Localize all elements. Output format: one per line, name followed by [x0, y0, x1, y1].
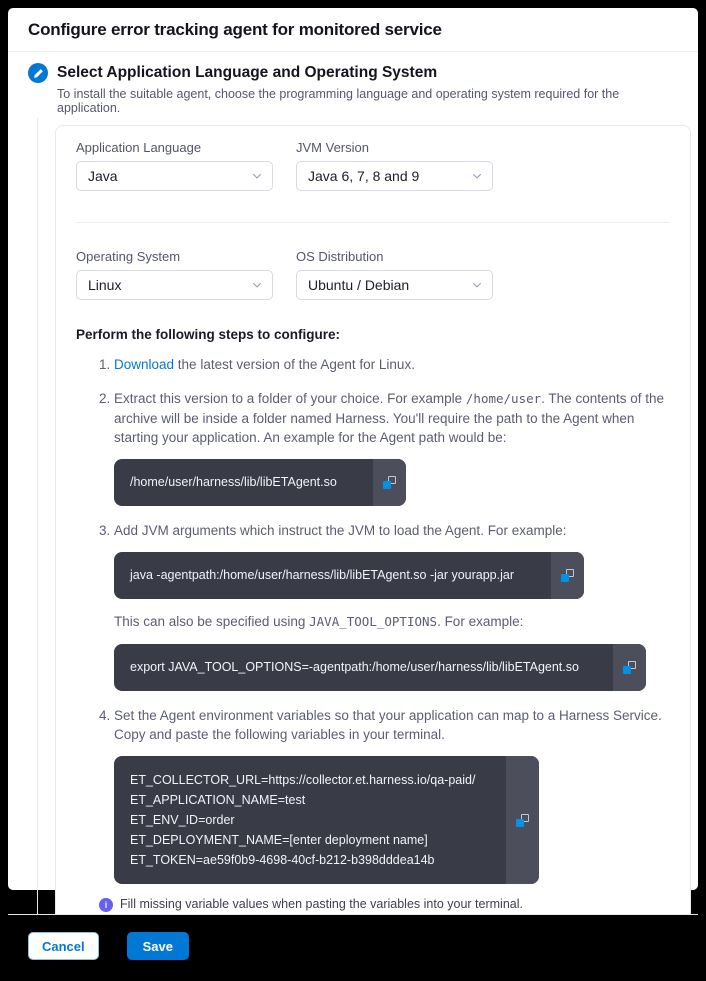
info-note-text: Fill missing variable values when pasting the variables into your terminal. [120, 897, 523, 912]
step-header [28, 63, 698, 83]
code-text: java -agentpath:/home/user/harness/lib/libETAgent.so -jar yourapp.jar [130, 568, 515, 583]
step-item-env-vars [114, 706, 670, 914]
step2-text-post: . The contents of the archive will be inside a folder named Harness. You'll require the path to the Agent when starting your application. An example for the Agent path would be: [114, 391, 665, 445]
chevron-down-icon [251, 170, 263, 182]
step3-alt-post: . For example: [437, 614, 524, 630]
env-var-line: ET_ENV_ID=order [130, 813, 235, 828]
configure-steps-list [76, 355, 670, 914]
info-icon [99, 898, 113, 912]
env-var-line: ET_COLLECTOR_URL=https://collector.et.harness.io/qa-paid/ [130, 773, 476, 788]
step1-text: the latest version of the Agent for Linux. [174, 357, 415, 372]
chevron-down-icon [251, 279, 263, 291]
copy-button[interactable] [506, 756, 539, 884]
copy-button[interactable] [373, 459, 406, 506]
save-button[interactable]: Save [127, 932, 189, 960]
code-text: /home/user/harness/lib/libETAgent.so [130, 475, 337, 490]
copy-icon [561, 569, 574, 582]
jvm-version-field [296, 140, 493, 191]
configure-agent-dialog [8, 8, 698, 954]
application-language-field [76, 140, 273, 191]
dialog-footer [8, 914, 698, 981]
step-item-extract [114, 389, 670, 506]
operating-system-value: Linux [88, 277, 122, 293]
steps-section-title: Perform the following steps to configure: [76, 327, 341, 342]
jvm-version-select[interactable] [296, 161, 493, 191]
operating-system-field [76, 249, 273, 300]
os-form-row [76, 249, 670, 300]
download-link[interactable]: Download [114, 357, 175, 372]
configuration-card [55, 125, 691, 914]
copy-button[interactable] [613, 644, 646, 691]
step-item-download [114, 355, 670, 374]
code-text: export JAVA_TOOL_OPTIONS=-agentpath:/home/user/harness/lib/libETAgent.so [130, 659, 579, 674]
jvm-version-label: JVM Version [296, 140, 369, 155]
step-connector-line [37, 118, 38, 914]
section-divider [76, 222, 670, 223]
step3-inline-code: JAVA_TOOL_OPTIONS [309, 614, 438, 630]
language-form-row [76, 140, 670, 191]
copy-icon [623, 661, 636, 674]
env-var-line: ET_APPLICATION_NAME=test [130, 793, 306, 808]
os-distribution-label: OS Distribution [296, 249, 384, 264]
application-language-value: Java [88, 168, 118, 184]
info-note [99, 896, 670, 914]
step3-alt-text [114, 612, 670, 631]
pencil-icon [33, 68, 44, 79]
copy-button[interactable] [551, 552, 584, 599]
step-description: To install the suitable agent, choose the programming language and operating system required for the application. [57, 87, 620, 115]
step2-text-pre: Extract this version to a folder of your choice. For example [114, 391, 466, 407]
chevron-down-icon [471, 170, 483, 182]
env-vars-snippet [114, 756, 539, 884]
agent-path-snippet [114, 459, 406, 506]
step-heading: Select Application Language and Operating System [57, 64, 438, 81]
env-var-line: ET_TOKEN=ae59f0b9-4698-40cf-b212-b398dddea14b [130, 853, 435, 868]
step4-text: Set the Agent environment variables so that your application can map to a Harness Service. Copy and paste the following variables in your terminal. [114, 707, 662, 743]
step2-inline-code: /home/user [465, 391, 542, 407]
dialog-header [8, 8, 698, 52]
cancel-button[interactable]: Cancel [28, 932, 99, 960]
dialog-title: Configure error tracking agent for monitored service [28, 20, 442, 39]
copy-icon [516, 814, 529, 827]
chevron-down-icon [471, 279, 483, 291]
copy-icon [383, 476, 396, 489]
step-item-jvm-args [114, 521, 670, 691]
operating-system-label: Operating System [76, 249, 181, 264]
jvm-args-snippet [114, 552, 584, 599]
operating-system-select[interactable] [76, 270, 273, 300]
edit-step-icon [28, 63, 48, 83]
os-distribution-select[interactable] [296, 270, 493, 300]
os-distribution-value: Ubuntu / Debian [308, 277, 410, 293]
step3-text: Add JVM arguments which instruct the JVM to load the Agent. For example: [114, 523, 567, 539]
step3-alt-pre: This can also be specified using [114, 614, 310, 630]
java-tool-options-snippet [114, 644, 646, 691]
jvm-version-value: Java 6, 7, 8 and 9 [308, 168, 420, 184]
application-language-label: Application Language [76, 140, 202, 155]
env-var-line: ET_DEPLOYMENT_NAME=[enter deployment name] [130, 833, 428, 848]
dialog-body [8, 52, 698, 914]
application-language-select[interactable] [76, 161, 273, 191]
os-distribution-field [296, 249, 493, 300]
